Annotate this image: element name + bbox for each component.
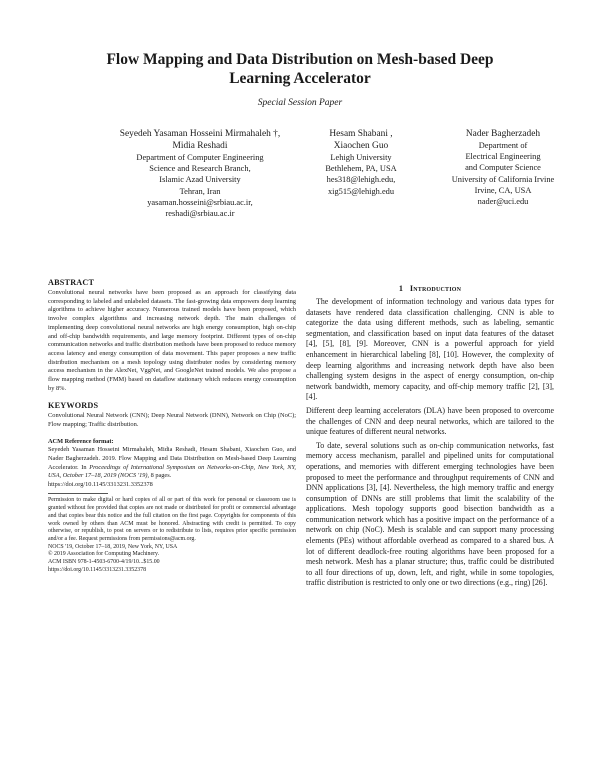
- author-email: nader@uci.edu: [477, 197, 529, 207]
- section-heading-introduction: [306, 284, 554, 293]
- abstract-heading: ABSTRACT: [48, 278, 95, 287]
- author-email: reshadi@srbiau.ac.ir: [165, 209, 235, 219]
- section-title: Introduction: [409, 284, 462, 293]
- author-name: Hesam Shabani ,: [329, 129, 393, 139]
- author-block-1: [100, 128, 300, 219]
- author-affiliation: Department of: [478, 141, 528, 150]
- paragraph: Different deep learning accelerators (DLA) have been proposed to overcome the challenges of CNN and deep neural networks, which are tailored to the unique features of different neural networks.: [306, 405, 554, 437]
- author-affiliation: Islamic Azad University: [159, 175, 241, 185]
- acm-reference-doi[interactable]: https://doi.org/10.1145/3313231.3352378: [48, 480, 153, 488]
- paragraph: To date, several solutions such as on-chip communication networks, fast memory access mechanism, parallel and pipelined units for computational operations, and memories with different emerging technologies have been proposed to meet the performance and throughput requirements of CNN and DNN applications [3], [4]. Nevertheless, the high memory traffic and energy consumption of DNNs are still problems that limit the scalability of the applications. Mesh topology supports good bisection bandwidth as a communication network which has a positive impact on the performance of a network on chip (NoC). Mesh is scalable and can support many processing elements (PEs) without affordable overhead as compared to a shared bus. A lot of different deadlock-free routing algorithms have been proposed for a mesh network. Mesh has a planar structure; thus, traffic could be distributed to all four directions of up, down, left, and right, while in some topologies, traffic distribution is restricted to only one or two directions (e.g., ring) [26].: [306, 440, 554, 588]
- author-name: Xiaochen Guo: [333, 141, 389, 151]
- introduction-body: [306, 297, 554, 589]
- author-email: xig515@lehigh.edu: [327, 186, 395, 196]
- permission-text: Permission to make digital or hard copies of all or part of this work for personal or classroom use is granted without fee provided that copies are not made or distributed for profit or commercial advantage and that copies bear this notice and the full citation on the first page. Copyrights for components of this work owned by others than ACM must be honored. Abstracting with credit is permitted. To copy otherwise, or republish, to post on servers or to redistribute to lists, requires prior specific permission and/or a fee. Request permissions from permissions@acm.org.: [48, 497, 296, 542]
- author-affiliation: Science and Research Branch,: [149, 164, 251, 174]
- keywords-text: Convolutional Neural Network (CNN); Deep Neural Network (DNN), Network on Chip (NoC); Flow mapping; Traffic distribution.: [48, 412, 296, 429]
- acm-reference-text: [48, 446, 296, 480]
- author-affiliation: Irvine, CA, USA: [474, 185, 532, 195]
- acm-reference-tail: , 8 pages.: [147, 472, 172, 480]
- right-column: [306, 284, 554, 592]
- acm-reference: [48, 438, 296, 490]
- permission-line: © 2019 Association for Computing Machinery.: [48, 551, 160, 558]
- author-email: hes318@lehigh.edu,: [326, 175, 396, 185]
- abstract-text: Convolutional neural networks have been proposed as an approach for classifying data corresponding to labeled and unlabeled datasets. The fast-growing data empowers deep learning algorithms to achieve higher accuracy. Numerous trained models have been proposed, which involve complex algorithms and increasing network depth. The main challenges of implementing deep convolutional neural networks are high energy consumption, high on-chip and off-chip bandwidth requirements, and large memory footprint. Different types of on-chip communication networks and traffic distribution methods have been proposed to reduce memory access latency and energy consumption of data movement. This paper proposes a new traffic distribution mechanism on a mesh topology using distributer nodes by considering memory access mechanism in the AlexNet, VggNet, and GoogleNet trained models. We also propose a flow mapping method (FMM) based on dataflow stationary which reduces energy consumption by 8%.: [48, 289, 296, 392]
- author-affiliation: Lehigh University: [330, 153, 392, 162]
- acm-reference-heading: ACM Reference format:: [48, 437, 114, 445]
- section-number: 1: [398, 284, 404, 293]
- author-affiliation: Department of Computer Engineering: [136, 153, 264, 162]
- permission-doi[interactable]: https://doi.org/10.1145/3313231.3352378: [48, 566, 147, 573]
- title-line: Learning Accelerator: [229, 70, 371, 87]
- title-line: Flow Mapping and Data Distribution on Mesh-based Deep: [106, 51, 494, 68]
- footnote-divider: [48, 493, 108, 494]
- paragraph: The development of information technology and various data types for datasets have rendered data classification challenging. CNN is able to categorize the data using different methods, such as labeling, semantic segmentation, and classification based on input data features of the dataset [4], [5], [8], [9]. Moreover, CNN is a powerful approach for yield enhancement in hierarchical labeling [8], [10]. However, the complexity of deep learning algorithms and increasing network depth have also been challenging system designs in the aspect of energy consumption, on-chip network bandwidth, memory capacity, and off-chip memory traffic [2], [3], [4].: [306, 297, 554, 402]
- acm-reference-venue: Proceedings of International Symposium on Networks-on-Chip, New York, NY, USA, October 17–18, 2019 (NOCS '19): [48, 463, 296, 480]
- paper-title: [60, 50, 540, 88]
- keywords-heading: KEYWORDS: [48, 401, 99, 411]
- left-column: [48, 278, 296, 574]
- permission-line: NOCS '19, October 17–18, 2019, New York, NY, USA: [48, 543, 178, 550]
- author-name: Nader Bagherzadeh: [465, 129, 541, 139]
- author-affiliation: and Computer Science: [465, 163, 541, 173]
- paper-subtitle: Special Session Paper: [257, 98, 343, 108]
- author-affiliation: University of California Irvine: [451, 174, 555, 184]
- acm-reference-plain: Seyedeh Yasaman Hosseini Mirmahaleh, Midia Reshadi, Hesam Shabani, Xiaochen Guo, and Nader Bagherzadeh. 2019. Flow Mapping and Data Distribution on Mesh-based Deep Learning Accelerator. In: [48, 446, 296, 471]
- author-affiliation: Bethlehem, PA, USA: [325, 164, 397, 174]
- author-affiliation: Electrical Engineering: [465, 152, 541, 162]
- author-block-2: [296, 128, 426, 197]
- author-block-3: [428, 128, 578, 207]
- permission-notice: [48, 497, 296, 574]
- author-affiliation: Tehran, Iran: [179, 186, 221, 196]
- author-name: Seyedeh Yasaman Hosseini Mirmahaleh †,: [119, 129, 281, 139]
- author-name: Midia Reshadi: [172, 141, 228, 151]
- author-email: yasaman.hosseini@srbiau.ac.ir,: [147, 197, 253, 207]
- permission-line: ACM ISBN 978-1-4503-6700-4/19/10...$15.00: [48, 559, 160, 566]
